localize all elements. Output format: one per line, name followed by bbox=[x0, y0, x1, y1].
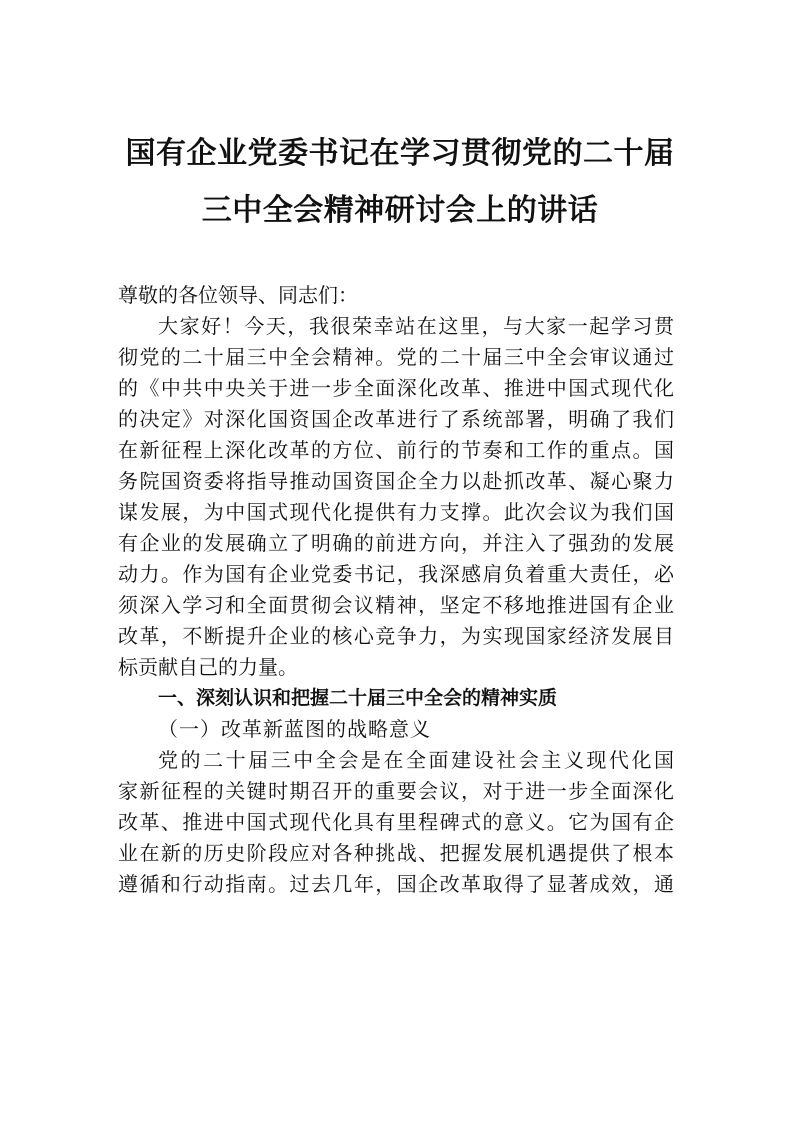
paragraph-line: 的《中共中央关于进一步全面深化改革、推进中国式现代化 bbox=[118, 376, 674, 400]
document-title-line-2: 三中全会精神研讨会上的讲话 bbox=[201, 193, 599, 228]
paragraph-line: 务院国资委将指导推动国资国企全力以赴抓改革、凝心聚力 bbox=[118, 469, 674, 493]
subsection-heading: （一）改革新蓝图的战略意义 bbox=[158, 717, 431, 741]
section-heading: 一、深刻认识和把握二十届三中全会的精神实质 bbox=[158, 687, 558, 709]
paragraph-line: 遵循和行动指南。过去几年，国企改革取得了显著成效，通 bbox=[118, 872, 674, 896]
paragraph-line: 改革，不断提升企业的核心竞争力，为实现国家经济发展目 bbox=[118, 624, 674, 648]
paragraph-opening bbox=[118, 311, 674, 683]
document-title-line-1: 国有企业党委书记在学习贯彻党的二十届 bbox=[125, 136, 675, 171]
paragraph-line: 标贡献自己的力量。 bbox=[118, 655, 298, 679]
paragraph-line: 在新征程上深化改革的方位、前行的节奏和工作的重点。国 bbox=[118, 438, 674, 462]
paragraph-line: 有企业的发展确立了明确的前进方向，并注入了强劲的发展 bbox=[118, 531, 674, 555]
paragraph-line: 业在新的历史阶段应对各种挑战、把握发展机遇提供了根本 bbox=[118, 841, 674, 865]
document-body bbox=[118, 280, 674, 900]
paragraph-line: 改革、推进中国式现代化具有里程碑式的意义。它为国有企 bbox=[118, 810, 674, 834]
paragraph-line: 大家好！今天，我很荣幸站在这里，与大家一起学习贯 bbox=[158, 314, 674, 338]
paragraph-line: 谋发展，为中国式现代化提供有力支撑。此次会议为我们国 bbox=[118, 500, 674, 524]
paragraph-line: 须深入学习和全面贯彻会议精神，坚定不移地推进国有企业 bbox=[118, 593, 674, 617]
paragraph-line: 家新征程的关键时期召开的重要会议，对于进一步全面深化 bbox=[118, 779, 674, 803]
paragraph-strategic-significance bbox=[118, 745, 674, 900]
salutation: 尊敬的各位领导、同志们： bbox=[118, 283, 358, 307]
paragraph-line: 动力。作为国有企业党委书记，我深感肩负着重大责任，必 bbox=[118, 562, 674, 586]
paragraph-line: 党的二十届三中全会是在全面建设社会主义现代化国 bbox=[158, 748, 674, 772]
paragraph-line: 的决定》对深化国资国企改革进行了系统部署，明确了我们 bbox=[118, 407, 674, 431]
paragraph-line: 彻党的二十届三中全会精神。党的二十届三中全会审议通过 bbox=[118, 345, 674, 369]
